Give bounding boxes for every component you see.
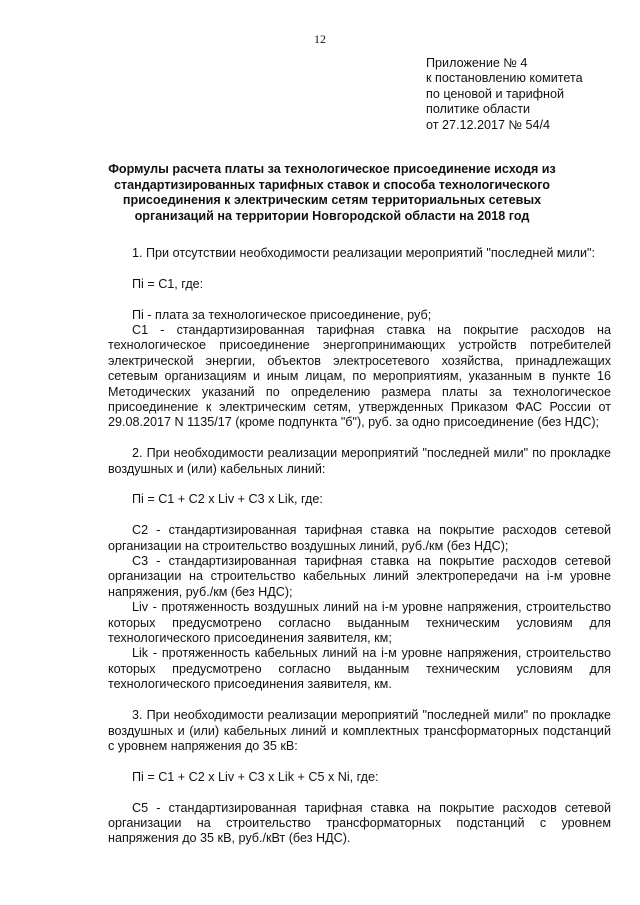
appendix-line: Приложение № 4 bbox=[426, 56, 528, 70]
definition-c1: C1 - стандартизированная тарифная ставка на покрытие расходов на технологическое присоединение энергопринимающих устройств потребителей электрической энергии, объектов электросетевого хозяйства, принадлежащих сетевым организациям и иным лицам, по мероприятиям, указанным в пункте 16 Методических указаний по определению размера платы за технологическое присоединение к электрическим сетям, утвержденных Приказом ФАС России от 29.08.2017 N 1135/17 (кроме подпункта "б"), руб. за одно присоединение (без НДС); bbox=[108, 323, 611, 430]
section3-intro: 3. При необходимости реализации мероприятий "последней мили" по прокладке воздушных и (или) кабельных линий и комплектных трансформаторных подстанций с уровнем напряжения до 35 кВ: bbox=[108, 708, 611, 753]
appendix-header bbox=[426, 56, 626, 133]
definition-c2: C2 - стандартизированная тарифная ставка на покрытие расходов сетевой организации на строительство воздушных линий, руб./км (без НДС); bbox=[108, 523, 611, 553]
definition-liv: Liv - протяженность воздушных линий на i-м уровне напряжения, строительство которых предусмотрено согласно выданным техническим условиям для технологического присоединения заявителя, км; bbox=[108, 600, 611, 646]
document-body bbox=[108, 246, 611, 847]
appendix-line: к постановлению комитета bbox=[426, 71, 583, 86]
section1-formula: Пi = C1, где: bbox=[132, 276, 204, 291]
definition-c3: C3 - стандартизированная тарифная ставка на покрытие расходов сетевой организации на строительство кабельных линий электропередачи на i-м уровне напряжения, руб./км (без НДС); bbox=[108, 554, 611, 599]
section3-formula: Пi = C1 + C2 x Liv + C3 x Lik + C5 x Ni, где: bbox=[132, 769, 379, 784]
title-line: присоединения к электрическим сетям территориальных сетевых bbox=[122, 193, 542, 208]
page-number: 12 bbox=[314, 32, 326, 46]
definition-pi: Пi - плата за технологическое присоединение, руб; bbox=[132, 307, 432, 322]
title-line: Формулы расчета платы за технологическое присоединение исходя из bbox=[108, 162, 556, 176]
document-title bbox=[108, 162, 556, 224]
definition-lik: Lik - протяженность кабельных линий на i-м уровне напряжения, строительство которых предусмотрено согласно выданным техническим условиям для технологического присоединения заявителя, км. bbox=[108, 646, 611, 692]
appendix-line: по ценовой и тарифной bbox=[426, 86, 565, 101]
section2-intro: 2. При необходимости реализации мероприятий "последней мили" по прокладке воздушных и (или) кабельных линий: bbox=[108, 446, 611, 476]
title-line: организаций на территории Новгородской области на 2018 год bbox=[134, 208, 530, 223]
title-line: стандартизированных тарифных ставок и способа технологического bbox=[113, 177, 550, 192]
section2-formula: Пi = C1 + C2 x Liv + C3 x Lik, где: bbox=[132, 492, 323, 507]
appendix-line: политике области bbox=[426, 102, 530, 117]
definition-c5: C5 - стандартизированная тарифная ставка на покрытие расходов сетевой организации на строительство трансформаторных подстанций с уровнем напряжения до 35 кВ, руб./кВт (без НДС). bbox=[108, 800, 611, 846]
appendix-line: от 27.12.2017 № 54/4 bbox=[426, 117, 551, 132]
section1-intro: 1. При отсутствии необходимости реализации мероприятий "последней мили": bbox=[132, 246, 595, 260]
